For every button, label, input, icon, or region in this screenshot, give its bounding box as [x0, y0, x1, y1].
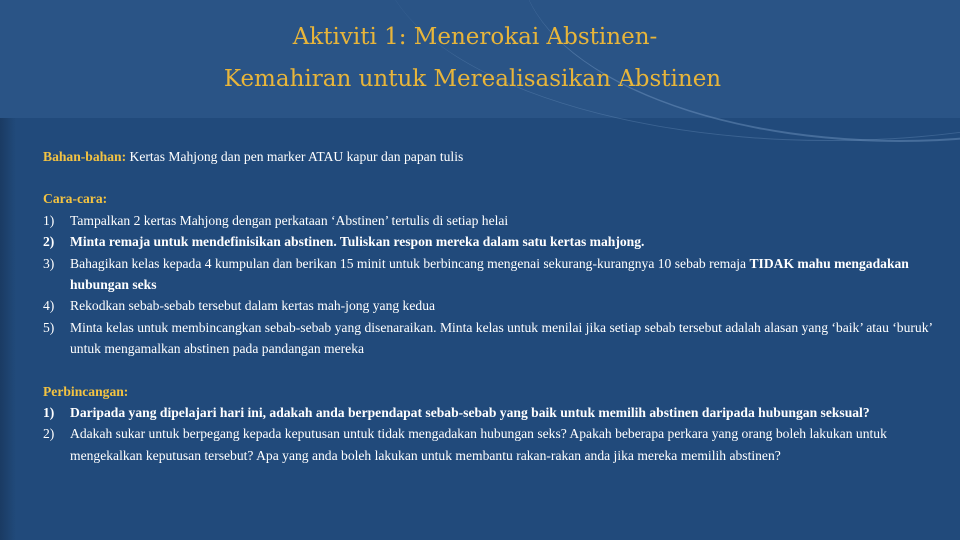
list-item [43, 253, 943, 296]
methods-heading: Cara-cara: [43, 191, 108, 207]
list-item-number: 3) [43, 255, 55, 271]
list-item [43, 295, 943, 316]
slide-title-line-1: Aktiviti 1: Menerokai Abstinen- [292, 24, 658, 50]
discussion-section [43, 381, 943, 467]
list-item-number: 1) [43, 405, 55, 421]
list-item-text: Daripada yang dipelajari hari ini, adakah anda berpendapat sebab-sebab yang baik untuk memilih abstinen daripada hubungan seksual? [70, 405, 870, 421]
list-item-text: Minta remaja untuk mendefinisikan abstinen. Tuliskan respon mereka dalam satu kertas mahjong. [70, 234, 645, 250]
methods-section [43, 188, 943, 359]
materials-line [43, 146, 943, 167]
list-item [43, 423, 943, 466]
list-item-emphasis: TIDAK mahu mengadakan hubungan seks [70, 255, 909, 293]
list-item [43, 402, 943, 423]
list-item-text: Adakah sukar untuk berpegang kepada keputusan untuk tidak mengadakan hubungan seks? Apakah beberapa perkara yang orang boleh lakukan untuk mengekalkan keputusan tersebut? Apa yang anda boleh lakukan untuk membantu rakan-rakan anda jika mereka memilih abstinen? [70, 426, 887, 463]
slide-body [43, 146, 943, 466]
list-item-text: Tampalkan 2 kertas Mahjong dengan perkataan ‘Abstinen’ tertulis di setiap helai [70, 212, 509, 228]
list-item-number: 5) [43, 319, 55, 335]
list-item [43, 317, 943, 360]
list-item-number: 2) [43, 234, 55, 250]
list-item-text: Rekodkan sebab-sebab tersebut dalam kertas mah-jong yang kedua [70, 298, 436, 314]
materials-text: Kertas Mahjong dan pen marker ATAU kapur dan papan tulis [126, 149, 464, 164]
slide-title-line-2: Kemahiran untuk Merealisasikan Abstinen [223, 66, 722, 92]
list-item-number: 2) [43, 426, 55, 442]
list-item [43, 210, 943, 231]
materials-heading: Bahan-bahan: [43, 149, 127, 164]
list-item-text: Minta kelas untuk membincangkan sebab-sebab yang disenaraikan. Minta kelas untuk menilai jika setiap sebab tersebut adalah alasan yang ‘baik’ atau ‘buruk’ untuk mengamalkan abstinen pada pandangan mereka [70, 319, 933, 357]
list-item-number: 1) [43, 212, 55, 228]
discussion-heading: Perbincangan: [43, 383, 129, 399]
list-item [43, 231, 943, 252]
list-item-text: Bahagikan kelas kepada 4 kumpulan dan berikan 15 minit untuk berbincang mengenai sekurang-kurangnya 10 sebab remaja [70, 255, 750, 271]
list-item-number: 4) [43, 298, 55, 314]
